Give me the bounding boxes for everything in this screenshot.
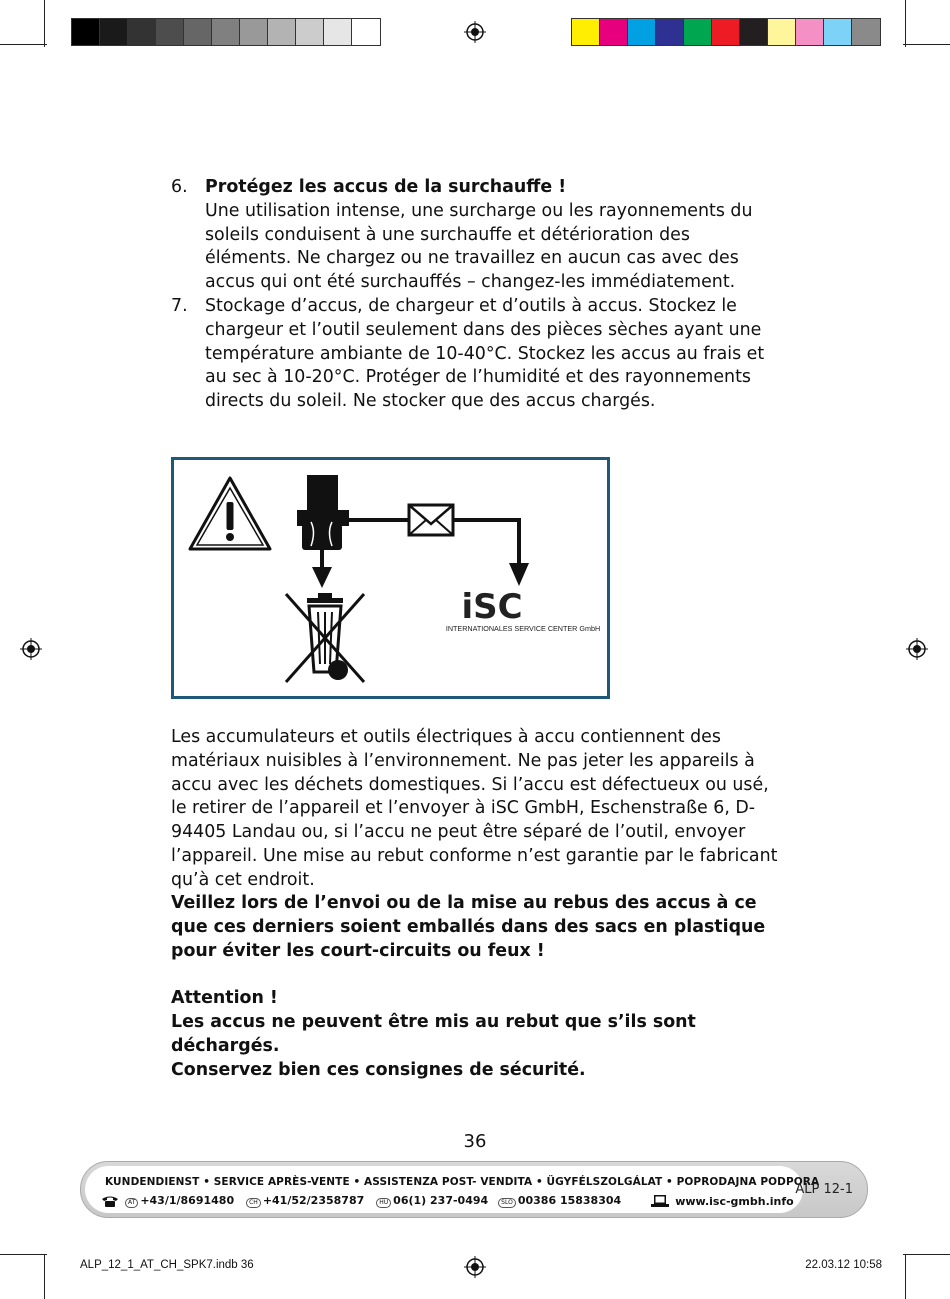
color-swatch <box>324 19 352 45</box>
safety-list <box>171 176 781 414</box>
telephone-icon <box>101 1195 119 1208</box>
list-item-body: Une utilisation intense, une surcharge ou les rayonnements du soleils conduisent à une surchauffe et détérioration des éléments. Ne chargez ou ne travaillez en aucun cas avec des accus qui ont été surchauffés – changez-les immédiatement. <box>205 200 753 293</box>
color-swatch <box>656 19 684 45</box>
country-badge: CH <box>246 1198 261 1208</box>
attention-heading: Attention ! <box>171 988 278 1008</box>
list-item <box>171 176 781 295</box>
service-footer <box>80 1161 868 1218</box>
isc-logo-subtitle: INTERNATIONALES SERVICE CENTER GmbH <box>445 624 601 633</box>
isc-logo: iSC <box>461 587 523 627</box>
attention-block <box>171 987 781 1058</box>
phone-at <box>125 1194 234 1208</box>
phone-hu <box>376 1194 488 1208</box>
list-item-title: Protégez les accus de la surchauffe ! <box>205 177 567 197</box>
laptop-icon <box>651 1195 669 1207</box>
color-swatch <box>796 19 824 45</box>
country-badge: SLO <box>498 1198 516 1208</box>
color-swatch <box>684 19 712 45</box>
keep-instructions-note: Conservez bien ces consignes de sécurité. <box>171 1060 586 1080</box>
discharge-warning: Les accus ne peuvent être mis au rebut que s’ils sont déchargés. <box>171 1011 696 1056</box>
registration-mark-icon <box>906 638 928 660</box>
country-badge: AT <box>125 1198 138 1208</box>
crop-mark <box>905 0 906 47</box>
list-item <box>171 295 781 414</box>
color-swatch <box>352 19 380 45</box>
service-contacts <box>101 1194 794 1208</box>
crop-mark <box>44 1254 45 1299</box>
phone-slo <box>498 1194 621 1208</box>
service-languages: KUNDENDIENST • SERVICE APRÈS-VENTE • ASSISTENZA POST- VENDITA • ÜGYFÉLSZOLGÁLAT • POPRODAJNA PODPORA <box>105 1176 820 1188</box>
page-number: 36 <box>463 1131 487 1152</box>
crossed-out-bin-icon <box>286 593 364 682</box>
color-swatch <box>72 19 100 45</box>
model-number: ALP 12-1 <box>795 1182 853 1197</box>
color-swatch <box>296 19 324 45</box>
color-swatch <box>156 19 184 45</box>
phone-number: 00386 15838304 <box>517 1194 622 1207</box>
list-number: 6. <box>171 177 188 197</box>
environment-paragraph: Les accumulateurs et outils électriques à accu contiennent des matériaux nuisibles à l’environnement. Ne pas jeter les appareils à accu avec les déchets domestiques. Si l’accu est défectueux ou usé, le retirer de l’appareil et l’envoyer à iSC GmbH, Eschenstraße 6, D-94405 Landau ou, si l’accu ne peut être séparé de l’outil, envoyer l’appareil. Une mise au rebut conforme n’est garantie par le fabricant qu’à cet endroit. <box>171 727 778 890</box>
color-swatch <box>128 19 156 45</box>
file-slug: ALP_12_1_AT_CH_SPK7.indb 36 <box>80 1259 254 1271</box>
phone-number: +43/1/8691480 <box>140 1194 235 1207</box>
crop-mark <box>44 0 45 47</box>
grayscale-color-bar <box>71 18 381 46</box>
list-number: 7. <box>171 295 188 316</box>
color-swatch <box>100 19 128 45</box>
crop-mark <box>903 44 950 45</box>
datetime-slug: 22.03.12 10:58 <box>805 1259 882 1271</box>
registration-mark-icon <box>20 638 42 660</box>
crop-mark <box>0 44 47 45</box>
registration-mark-icon <box>464 21 486 43</box>
color-swatch <box>240 19 268 45</box>
phone-number: +41/52/2358787 <box>262 1194 365 1207</box>
color-swatch <box>740 19 768 45</box>
list-item-body: Stockage d’accus, de chargeur et d’outils à accus. Stockez le chargeur et l’outil seulement dans des pièces sèches ayant une température ambiante de 10-40°C. Stockez les accus au frais et au sec à 10-20°C. Protéger de l’humidité et des rayonnements directs du soleil. Ne stocker que des accus chargés. <box>205 295 765 412</box>
warning-triangle-icon <box>190 478 270 549</box>
disposal-diagram <box>174 460 607 696</box>
process-color-bar <box>571 18 881 46</box>
crop-mark <box>903 1254 950 1255</box>
color-swatch <box>628 19 656 45</box>
color-swatch <box>212 19 240 45</box>
envelope-icon <box>409 505 453 535</box>
color-swatch <box>268 19 296 45</box>
phone-number: 06(1) 237-0494 <box>393 1194 489 1207</box>
color-swatch <box>712 19 740 45</box>
crop-mark <box>0 1254 47 1255</box>
crop-mark <box>905 1254 906 1299</box>
registration-mark-icon <box>464 1256 486 1278</box>
country-badge: HU <box>376 1198 391 1208</box>
color-swatch <box>852 19 880 45</box>
packaging-warning: Veillez lors de l’envoi ou de la mise au rebus des accus à ce que ces derniers soient emballés dans des sacs en plastique pour éviter les court-circuits ou feux ! <box>171 893 766 961</box>
arrow-down-icon <box>312 550 332 588</box>
website-link[interactable]: www.isc-gmbh.info <box>675 1194 794 1208</box>
color-swatch <box>184 19 212 45</box>
battery-disposal-figure <box>171 457 610 699</box>
color-swatch <box>600 19 628 45</box>
battery-icon <box>297 475 349 550</box>
color-swatch <box>572 19 600 45</box>
service-footer-inner <box>85 1166 820 1213</box>
phone-ch <box>246 1194 364 1208</box>
color-swatch <box>768 19 796 45</box>
color-swatch <box>824 19 852 45</box>
